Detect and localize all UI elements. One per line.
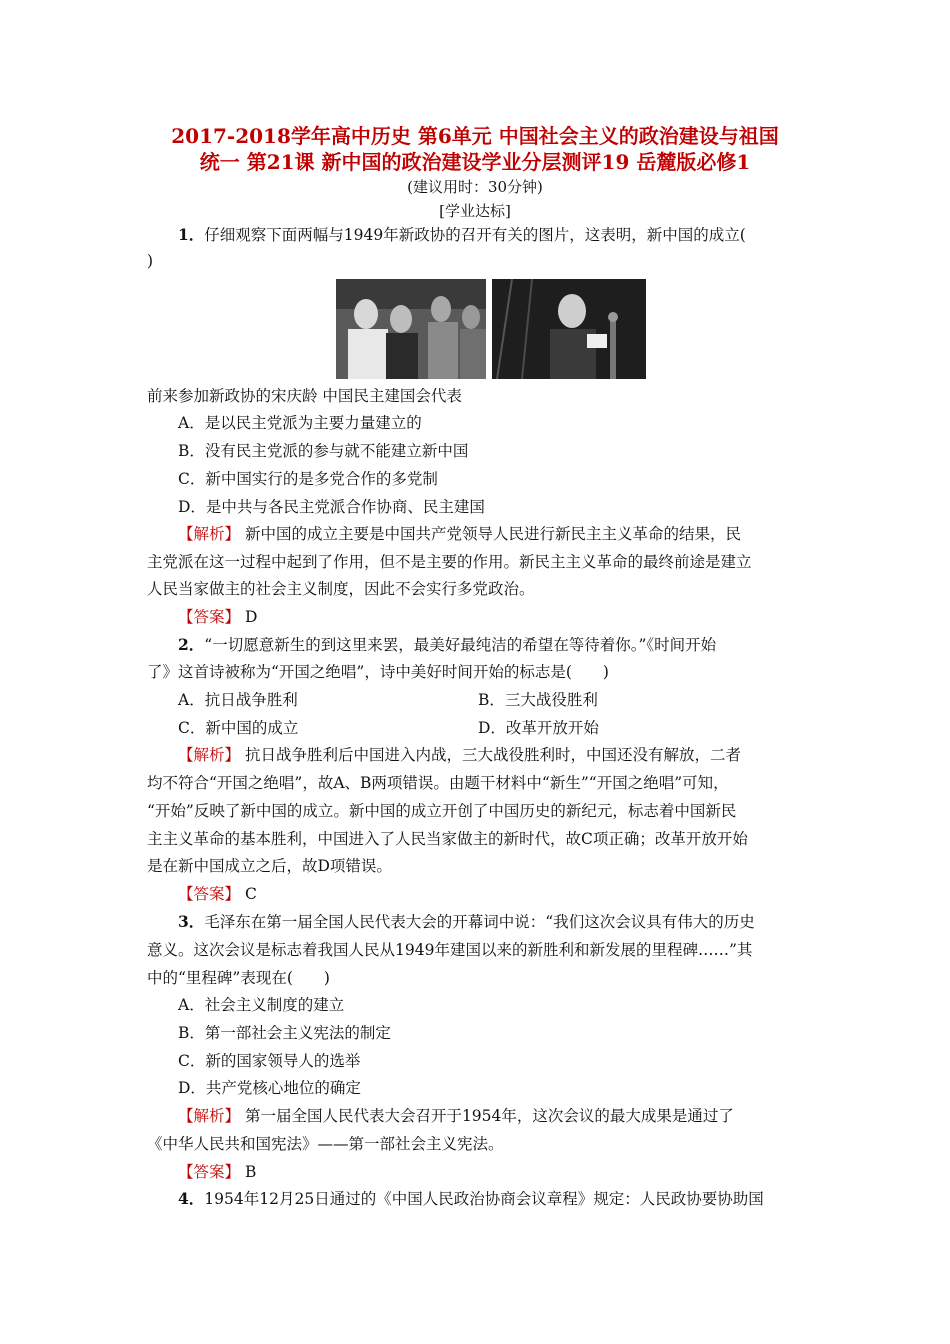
q3-option-b: B．第一部社会主义宪法的制定	[178, 1024, 391, 1042]
q2-analysis-line-2: 均不符合“开国之绝唱”，故A、B两项错误。由题干材料中“新生”“开国之绝唱”可知，	[147, 774, 729, 792]
q2-analysis-line-4: 主主义革命的基本胜利，中国进入了人民当家做主的新时代，故C项正确；改革开放开始	[147, 830, 748, 848]
q1-analysis-line-1: 【解析】 新中国的成立主要是中国共产党领导人民进行新民主主义革命的结果，民	[178, 525, 741, 543]
q1-analysis-line-2: 主党派在这一过程中起到了作用，但不是主要的作用。新民主主义革命的最终前途是建立	[147, 553, 752, 571]
q2-analysis-line-1: 【解析】 抗日战争胜利后中国进入内战，三大战役胜利时，中国还没有解放，二者	[178, 746, 741, 764]
q1-stem-line-1: 1．仔细观察下面两幅与1949年新政协的召开有关的图片，这表明，新中国的成立(	[178, 225, 746, 244]
answer-tag: 【答案】	[178, 1163, 241, 1181]
q2-option-b: B．三大战役胜利	[478, 691, 598, 709]
answer-tag: 【答案】	[178, 885, 241, 903]
q1-option-c: C．新中国实行的是多党合作的多党制	[178, 470, 438, 488]
analysis-tag: 【解析】	[178, 746, 241, 764]
q2-stem-line-2: 了》这首诗被称为“开国之绝唱”，诗中美好时间开始的标志是( )	[147, 663, 609, 681]
q2-analysis-line-3: “开始”反映了新中国的成立。新中国的成立开创了中国历史的新纪元，标志着中国新民	[147, 802, 737, 820]
q1-number: 1．	[178, 225, 205, 244]
analysis-tag: 【解析】	[178, 1107, 241, 1125]
q3-number: 3．	[178, 912, 205, 931]
q1-answer: 【答案】 D	[178, 608, 258, 626]
section-heading: [学业达标]	[439, 202, 511, 220]
photo-song-qingling	[336, 279, 486, 379]
q3-analysis-line-2: 《中华人民共和国宪法》——第一部社会主义宪法。	[147, 1135, 504, 1153]
q2-analysis-line-5: 是在新中国成立之后，故D项错误。	[147, 857, 392, 875]
analysis-tag: 【解析】	[178, 525, 241, 543]
q3-analysis-line-1: 【解析】 第一届全国人民代表大会召开于1954年，这次会议的最大成果是通过了	[178, 1107, 734, 1125]
q1-option-d: D．是中共与各民主党派合作协商、民主建国	[178, 498, 485, 516]
q2-number: 2．	[178, 635, 205, 654]
q1-image-caption: 前来参加新政协的宋庆龄 中国民主建国会代表	[147, 387, 462, 405]
q4-stem-line-1: 4．1954年12月25日通过的《中国人民政治协商会议章程》规定：人民政协要协助国	[178, 1189, 764, 1208]
photo-democratic-national-construction-association-representative	[492, 279, 646, 379]
document-title-line-1: 2017-2018学年高中历史 第6单元 中国社会主义的政治建设与祖国	[171, 124, 779, 148]
q2-stem-line-1: 2．“一切愿意新生的到这里来罢，最美好最纯洁的希望在等待着你。”《时间开始	[178, 635, 717, 654]
q1-stem-line-2: )	[147, 252, 154, 270]
q2-option-d: D．改革开放开始	[478, 719, 599, 737]
q3-answer: 【答案】 B	[178, 1163, 257, 1181]
q3-stem-line-3: 中的“里程碑”表现在( )	[147, 969, 330, 987]
q3-option-d: D．共产党核心地位的确定	[178, 1079, 361, 1097]
q3-option-c: C．新的国家领导人的选举	[178, 1052, 361, 1070]
q2-answer: 【答案】 C	[178, 885, 257, 903]
q2-option-a: A．抗日战争胜利	[178, 691, 298, 709]
q2-option-c: C．新中国的成立	[178, 719, 299, 737]
q4-number: 4．	[178, 1189, 205, 1208]
suggested-time: (建议用时：30分钟)	[407, 178, 543, 196]
q3-option-a: A．社会主义制度的建立	[178, 996, 345, 1014]
document-title-line-2: 统一 第21课 新中国的政治建设学业分层测评19 岳麓版必修1	[199, 150, 751, 174]
q3-stem-line-1: 3．毛泽东在第一届全国人民代表大会的开幕词中说：“我们这次会议具有伟大的历史	[178, 912, 755, 931]
q1-option-b: B．没有民主党派的参与就不能建立新中国	[178, 442, 469, 460]
q1-analysis-line-3: 人民当家做主的社会主义制度，因此不会实行多党政治。	[147, 580, 535, 598]
answer-tag: 【答案】	[178, 608, 241, 626]
q1-option-a: A．是以民主党派为主要力量建立的	[178, 414, 422, 432]
q3-stem-line-2: 意义。这次会议是标志着我国人民从1949年建国以来的新胜利和新发展的里程碑……”其	[147, 941, 753, 959]
